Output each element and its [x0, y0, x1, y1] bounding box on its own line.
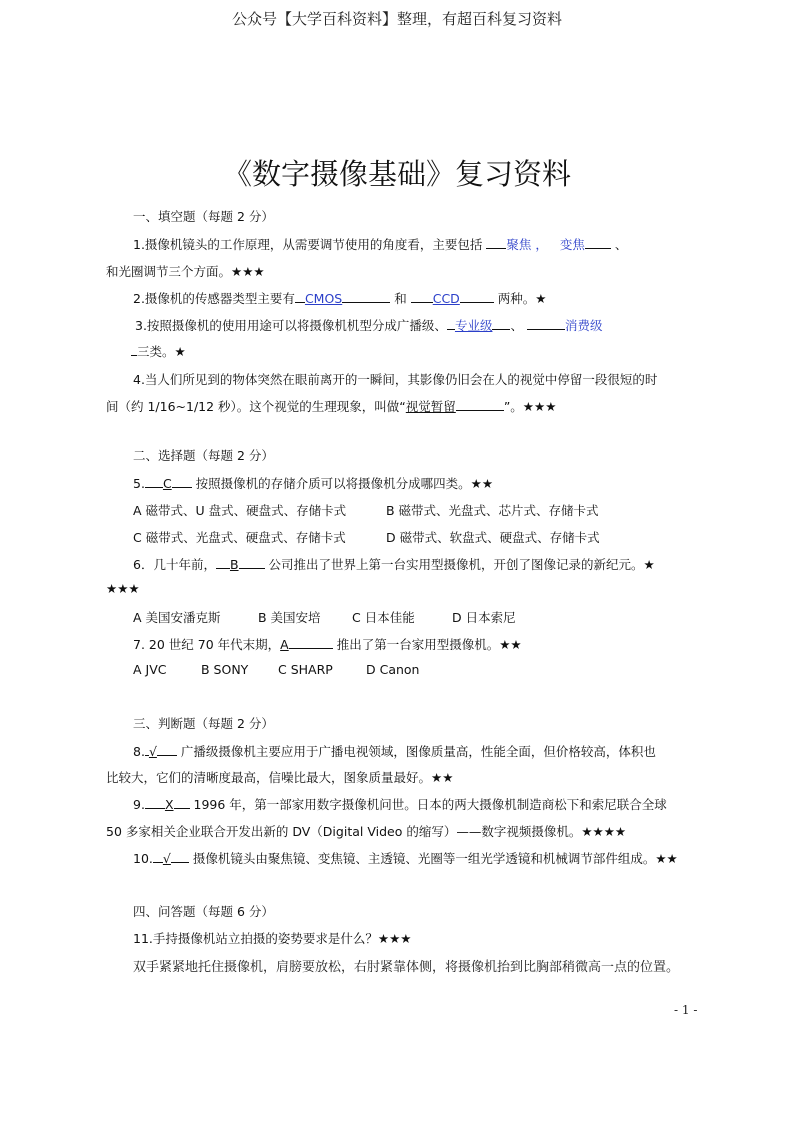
question-2-mid: 和: [394, 291, 407, 306]
question-8-text: 广播级摄像机主要应用于广播电视领域，图像质量高，性能全面，但价格较高，体积也: [180, 744, 656, 759]
question-3-line-1: [135, 316, 602, 334]
question-3-end: 三类。★: [137, 344, 186, 359]
question-5: [133, 474, 493, 492]
question-9-answer: X: [164, 797, 174, 812]
question-7-option-d: D Canon: [366, 662, 420, 677]
blank-line: [486, 235, 506, 249]
question-4-end: ”。★★★: [503, 399, 557, 414]
question-3-mid: 、: [510, 318, 523, 333]
section-judgement-heading: 三、判断题（每题 2 分）: [133, 716, 274, 731]
question-3-answer-2: 消费级: [564, 318, 603, 333]
question-6-option-a: A 美国安潘克斯: [133, 610, 221, 625]
question-5-number: 5.: [133, 476, 145, 491]
question-9-text: 1996 年，第一部家用数字摄像机问世。日本的两大摄像机制造商松下和索尼联合全球: [193, 797, 667, 812]
question-9-line-2: 50 多家相关企业联合开发出新的 DV（Digital Video 的缩写）——数字视频摄像机。★★★★: [106, 824, 627, 839]
question-6-number: 6．几十年前，: [133, 557, 216, 572]
question-6-option-b: B 美国安培: [258, 610, 321, 625]
question-6-answer: B: [229, 557, 239, 572]
blank-line: [411, 289, 433, 303]
blank-line: [289, 635, 333, 649]
question-9: [133, 795, 667, 813]
question-1-line-1: [133, 235, 627, 253]
question-9-number: 9.: [133, 797, 145, 812]
question-5-option-c: C 磁带式、光盘式、硬盘式、存储卡式: [133, 530, 346, 545]
question-6-text: 公司推出了世界上第一台实用型摄像机，开创了图像记录的新纪元。★: [268, 557, 655, 572]
blank-line: [460, 289, 494, 303]
question-7-option-c: C SHARP: [278, 662, 333, 677]
question-7-text: 7. 20 世纪 70 年代末期，: [133, 637, 281, 652]
question-7-answer: A: [280, 637, 289, 652]
blank-line: [172, 474, 192, 488]
question-1-end: 、: [614, 237, 628, 252]
question-2-answer-1: CMOS: [304, 291, 343, 306]
question-3-text: 3.按照摄像机的使用用途可以将摄像机机型分成广播级、: [135, 318, 447, 333]
question-6-option-d: D 日本索尼: [452, 610, 516, 625]
blank-line: [216, 555, 230, 569]
question-8-number: 8.: [133, 744, 145, 759]
section-qa-heading: 四、问答题（每题 6 分）: [133, 904, 274, 919]
blank-line: [174, 795, 190, 809]
blank-line: [447, 316, 455, 330]
question-6-option-c: C 日本佳能: [352, 610, 415, 625]
question-10-answer: √: [162, 851, 171, 866]
blank-line: [342, 289, 390, 303]
question-2: [133, 289, 547, 307]
page-number: - 1 -: [674, 1003, 698, 1017]
blank-line: [145, 474, 163, 488]
blank-line: [171, 849, 189, 863]
question-7: [133, 635, 522, 653]
blank-line: [145, 795, 165, 809]
question-1-answer-1: 聚焦 ，: [506, 237, 548, 252]
question-2-end: 两种。★: [497, 291, 547, 306]
question-1-answer-2: 变焦: [559, 237, 585, 252]
question-5-option-b: B 磁带式、光盘式、芯片式、存储卡式: [386, 503, 599, 518]
question-2-answer-2: CCD: [432, 291, 460, 306]
question-8: [133, 742, 656, 760]
blank-line: [157, 742, 177, 756]
question-5-text: 按照摄像机的存储介质可以将摄像机分成哪四类。★★: [195, 476, 494, 491]
question-7-option-b: B SONY: [201, 662, 249, 677]
question-5-option-d: D 磁带式、软盘式、硬盘式、存储卡式: [386, 530, 600, 545]
question-7-option-a: A JVC: [133, 662, 167, 677]
question-8-line-2: 比较大，它们的清晰度最高，信噪比最大，图象质量最好。★★: [106, 770, 454, 785]
question-5-answer: C: [162, 476, 172, 491]
question-11-answer: 双手紧紧地托住摄像机，肩膀要放松，右肘紧靠体侧，将摄像机抬到比胸部稍微高一点的位置。: [133, 960, 680, 975]
question-11: 11.手持摄像机站立拍摄的姿势要求是什么？★★★: [133, 931, 412, 946]
blank-line: [295, 289, 305, 303]
question-4-line-2: [106, 397, 556, 415]
question-3-answer-1: 专业级: [454, 318, 493, 333]
page-header: 公众号【大学百科资料】整理，有超百科复习资料: [231, 10, 562, 28]
question-10: [133, 849, 678, 867]
question-10-text: 摄像机镜头由聚焦镜、变焦镜、主透镜、光圈等一组光学透镜和机械调节部件组成。★★: [192, 851, 678, 866]
question-6-stars: ★★★: [106, 581, 140, 596]
blank-line: [153, 849, 163, 863]
section-fill-in-heading: 一、填空题（每题 2 分）: [133, 209, 274, 224]
document-title: 《数字摄像基础》复习资料: [222, 157, 571, 191]
blank-line: [492, 316, 510, 330]
question-6: [133, 555, 655, 573]
blank-line: [585, 235, 611, 249]
blank-line: [527, 316, 565, 330]
question-5-option-a: A 磁带式、U 盘式、硬盘式、存储卡式: [133, 503, 347, 518]
question-4-line-1: 4.当人们所见到的物体突然在眼前离开的一瞬间，其影像仍旧会在人的视觉中停留一段很短的时: [133, 372, 658, 387]
question-3-line-2: [131, 342, 186, 360]
question-10-number: 10.: [133, 851, 153, 866]
question-4-text: 间（约 1/16~1/12 秒）。这个视觉的生理现象，叫做“: [106, 399, 406, 414]
question-1-text: 1.摄像机镜头的工作原理，从需要调节使用的角度看，主要包括: [133, 237, 483, 252]
question-7-text-2: 推出了第一台家用型摄像机。★★: [336, 637, 522, 652]
blank-line: [456, 397, 504, 411]
section-choice-heading: 二、选择题（每题 2 分）: [133, 448, 274, 463]
question-2-text: 2.摄像机的传感器类型主要有: [133, 291, 295, 306]
question-4-answer: 视觉暂留: [405, 399, 456, 414]
blank-line: [239, 555, 265, 569]
question-1-line-2: 和光圈调节三个方面。★★★: [106, 264, 265, 279]
question-8-answer: √: [148, 744, 157, 759]
